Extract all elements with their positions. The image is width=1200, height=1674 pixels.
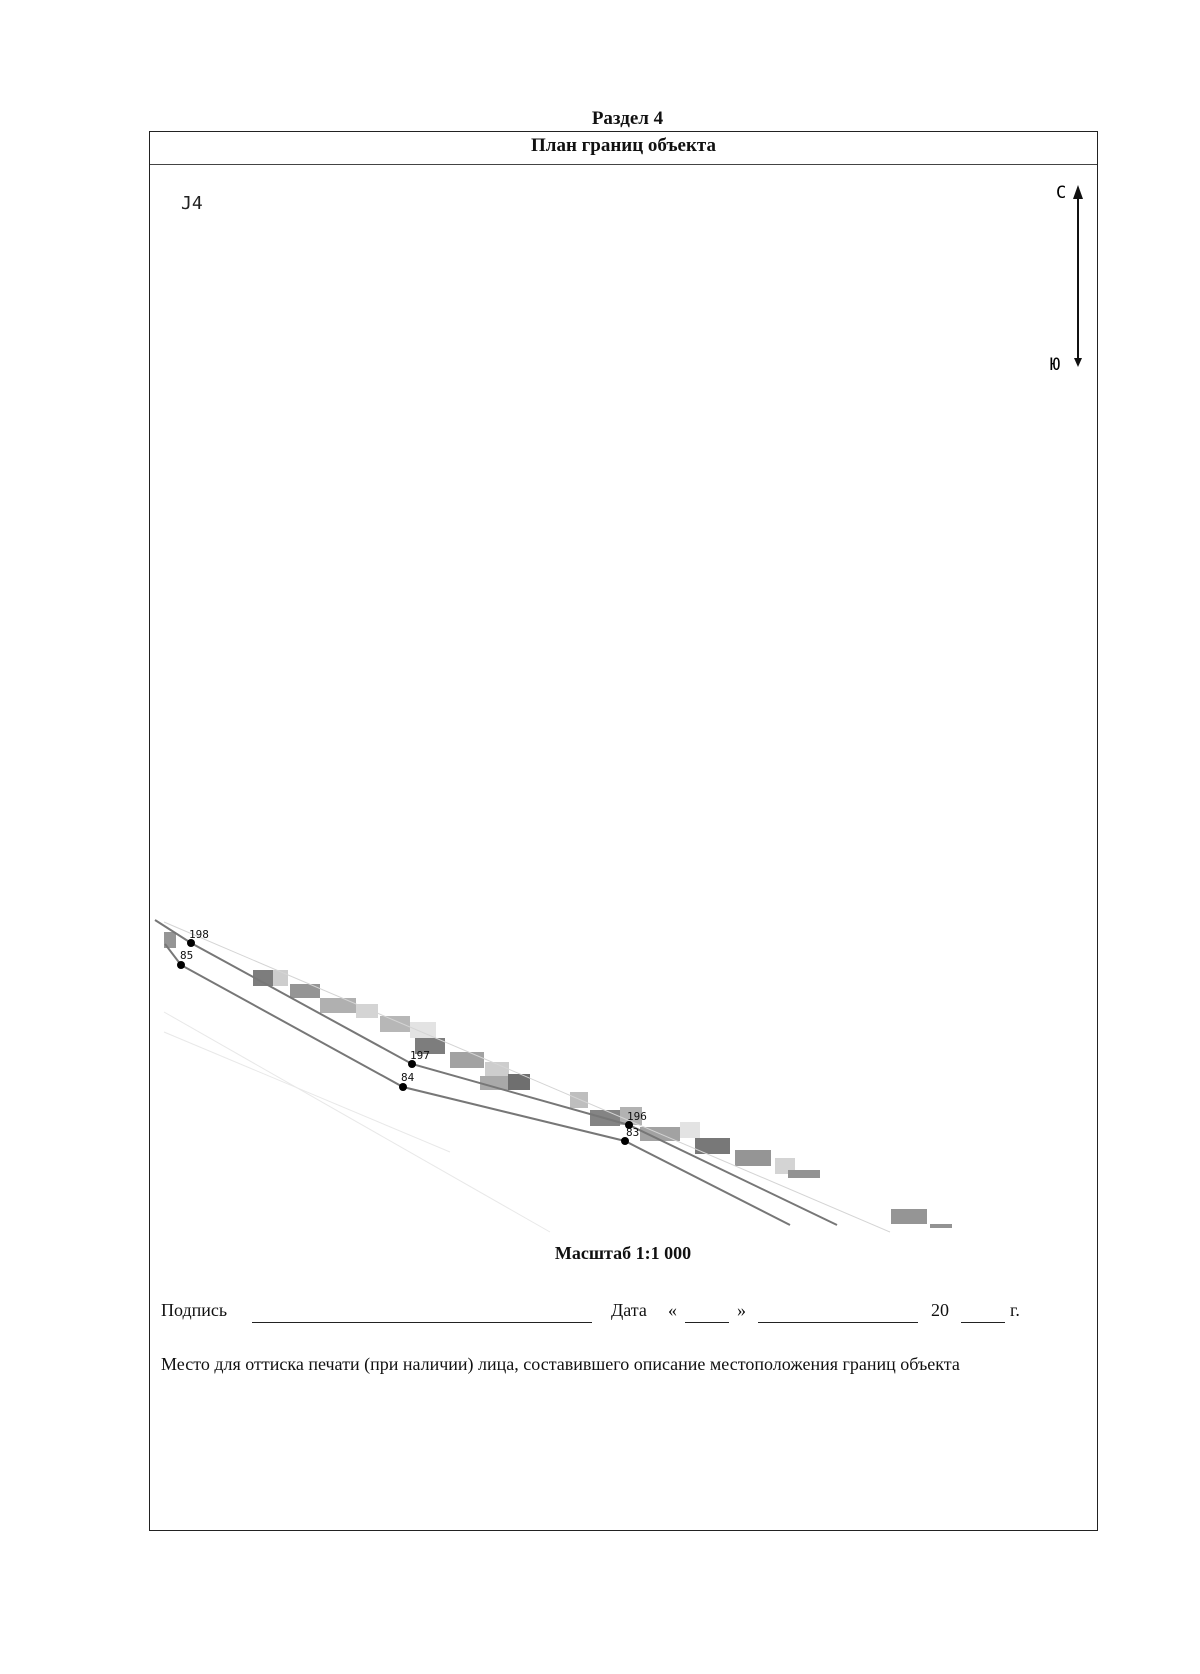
- date-open-quote: «: [668, 1300, 677, 1320]
- point-label-84: 84: [401, 1071, 415, 1084]
- year-suffix: г.: [1010, 1300, 1020, 1320]
- point-85: [177, 961, 185, 969]
- month-line[interactable]: [758, 1322, 918, 1323]
- plan-drawing: [150, 132, 1096, 1242]
- signature-label: Подпись: [161, 1300, 228, 1320]
- point-84: [399, 1083, 407, 1091]
- plan-title: План границ объекта: [150, 132, 1097, 165]
- year-line[interactable]: [961, 1322, 1005, 1323]
- point-label-198: 198: [189, 928, 209, 941]
- scale-label: Масштаб 1:1 000: [554, 1243, 692, 1263]
- stamp-note: Место для оттиска печати (при наличии) лица, составившего описание местоположения границ объекта: [161, 1354, 960, 1374]
- signature-row: [161, 1300, 1081, 1330]
- south-label: Ю: [1050, 355, 1061, 372]
- section-label: Раздел 4: [591, 108, 664, 129]
- year-prefix: 20: [931, 1300, 949, 1320]
- point-label-197: 197: [410, 1049, 430, 1062]
- sheet-code: J4: [181, 193, 203, 214]
- plan-frame: [149, 131, 1098, 1531]
- day-line[interactable]: [685, 1322, 729, 1323]
- point-label-83: 83: [626, 1126, 640, 1139]
- background-raster: [164, 922, 952, 1232]
- date-close-quote: »: [737, 1300, 746, 1320]
- point-label-196: 196: [627, 1110, 647, 1123]
- inner-boundary-line: [165, 944, 790, 1225]
- date-label: Дата: [611, 1300, 647, 1320]
- point-label-85: 85: [180, 949, 194, 962]
- north-label: С: [1056, 183, 1067, 203]
- signature-line[interactable]: [252, 1322, 592, 1323]
